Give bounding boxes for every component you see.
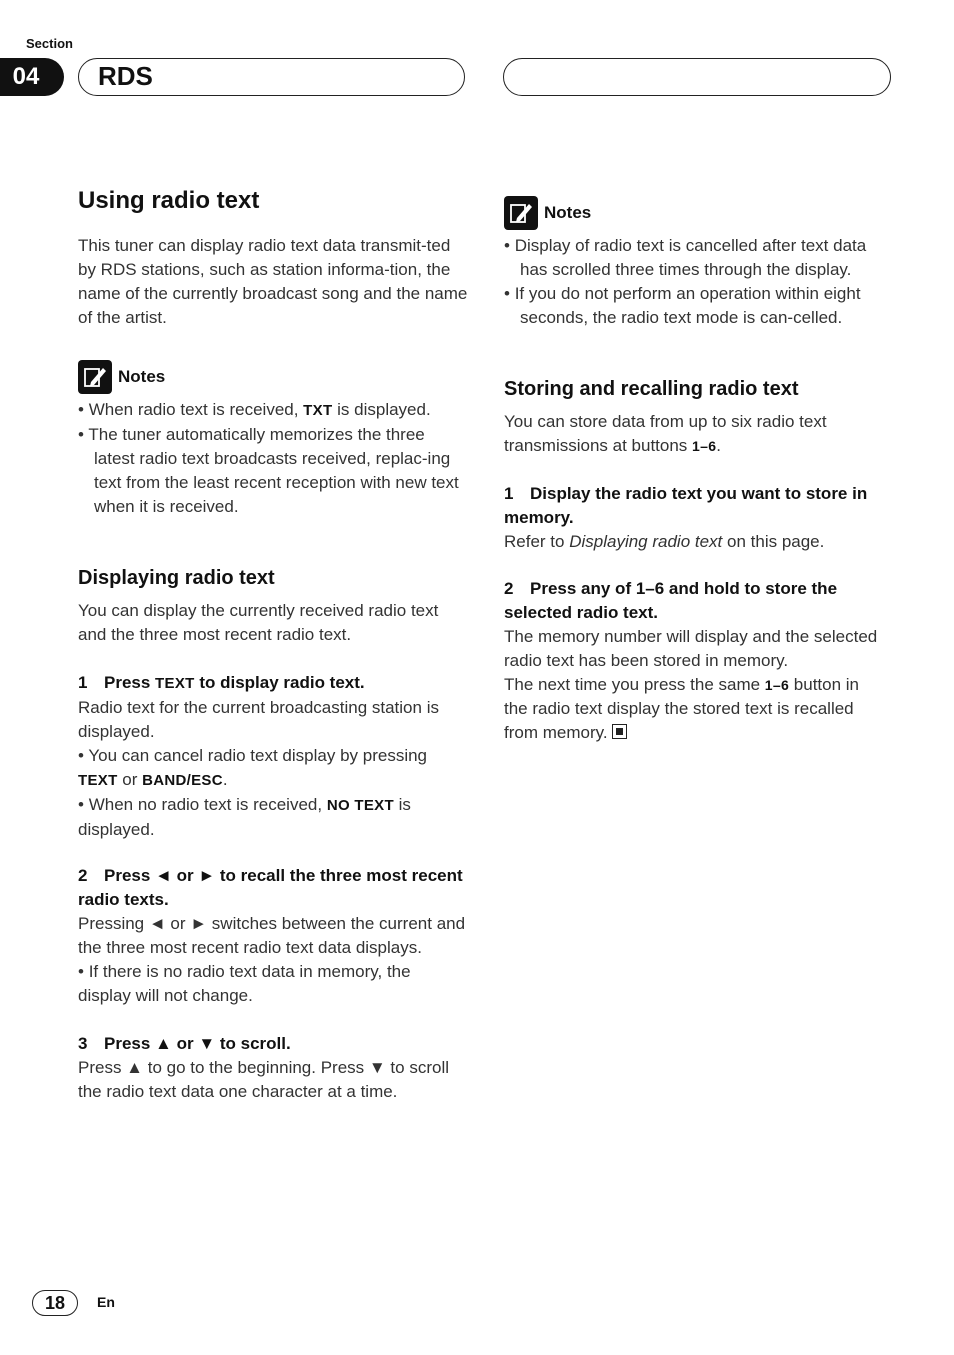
txt-indicator: TXT [303, 402, 333, 419]
pencil-note-icon [78, 360, 112, 394]
note-item: • When radio text is received, TXT is displayed. [78, 400, 431, 419]
page-number: 18 [32, 1290, 78, 1316]
step-2-heading: 2 Press ◄ or ► to recall the three most recent radio texts. [78, 866, 463, 909]
notes-heading [504, 196, 884, 230]
notes-heading [78, 360, 468, 394]
step-3-body: Press ▲ to go to the beginning. Press ▼ to scroll the radio text data one character at a time. [78, 1058, 449, 1101]
end-of-section-icon [612, 724, 627, 739]
right-column [504, 196, 884, 745]
using-radio-text-heading: Using radio text [78, 187, 260, 214]
displaying-intro: You can display the currently received radio text and the three most recent radio text. [78, 601, 439, 644]
step-1-heading: 1 Press TEXT to display radio text. [78, 673, 365, 692]
left-column [78, 186, 468, 1104]
notes-label: Notes [118, 367, 166, 386]
store-step-2-body-continued: The next time you press the same 1–6 button in the radio text display the stored text is recalled from memory. [504, 675, 860, 742]
store-step-2-body: The memory number will display and the selected radio text has been stored in memory. [504, 627, 878, 670]
step-1-bullet: • You can cancel radio text display by pressing TEXT or BAND/ESC. [78, 746, 428, 789]
step-1-bullet: • When no radio text is received, NO TEXT is displayed. [78, 795, 411, 839]
pencil-note-icon [504, 196, 538, 230]
note-item: • The tuner automatically memorizes the three latest radio text broadcasts received, replac-ing text from the least recent reception with new text when it is received. [78, 425, 459, 516]
header-blank-frame [503, 58, 891, 96]
step-2-bullet: • If there is no radio text data in memory, the display will not change. [78, 962, 411, 1005]
step-1-body: Radio text for the current broadcasting station is displayed. [78, 698, 439, 741]
notes-label: Notes [544, 203, 592, 222]
note-item: • If you do not perform an operation within eight seconds, the radio text mode is can-celled. [504, 284, 861, 327]
displaying-radio-text-heading: Displaying radio text [78, 567, 275, 589]
page-title: RDS [98, 61, 153, 91]
store-step-1-body: Refer to Displaying radio text on this page. [504, 532, 825, 551]
storing-radio-text-heading: Storing and recalling radio text [504, 378, 799, 400]
store-step-1-heading: 1 Display the radio text you want to store in memory. [504, 484, 868, 527]
section-label: Section [26, 36, 73, 51]
step-3-heading: 3 Press ▲ or ▼ to scroll. [78, 1034, 291, 1053]
storing-intro: You can store data from up to six radio text transmissions at buttons 1–6. [504, 412, 827, 455]
step-2-body: Pressing ◄ or ► switches between the current and the three most recent radio text data displays. [78, 914, 466, 957]
intro-paragraph: This tuner can display radio text data transmit-ted by RDS stations, such as station informa-tion, the name of the currently broadcast song and the name of the artist. [78, 236, 468, 327]
language-code: En [97, 1294, 115, 1310]
store-step-2-heading: 2 Press any of 1–6 and hold to store the selected radio text. [504, 579, 838, 622]
note-item: • Display of radio text is cancelled after text data has scrolled three times through the display. [504, 236, 867, 279]
section-number-badge: 04 [0, 58, 64, 96]
